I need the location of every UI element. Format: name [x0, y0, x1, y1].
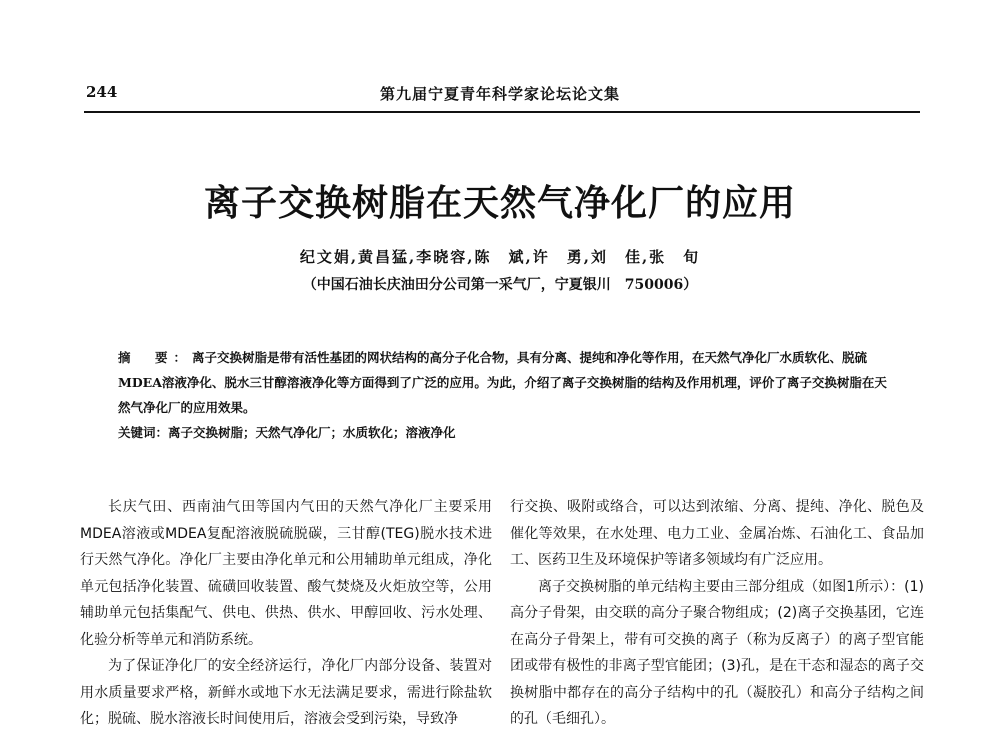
- running-header-title: 第九届宁夏青年科学家论坛论文集: [379, 85, 620, 103]
- abstract-label: 摘 要：: [118, 350, 193, 365]
- body-paragraph: 为了保证净化厂的安全经济运行，净化厂内部分设备、装置对用水质量要求严格，新鲜水或地下水无法满足要求，需进行除盐软化；脱硫、脱水溶液长时间使用后，溶液会受到污染，导致净: [80, 658, 492, 727]
- author-affiliation: （中国石油长庆油田分公司第一采气厂，宁夏银川 750006）: [302, 277, 698, 293]
- abstract-paragraph: [118, 345, 898, 420]
- page-number: 244: [86, 83, 118, 101]
- article-title: 离子交换树脂在天然气净化厂的应用: [203, 182, 796, 224]
- body-left-column: [80, 494, 492, 733]
- abstract-text: 离子交换树脂是带有活性基团的网状结构的高分子化合物，具有分离、提纯和净化等作用，在天然气净化厂水质软化、脱硫MDEA溶液净化、脱水三甘醇溶液净化等方面得到了广泛的应用。为此，介绍了离子交换树脂的结构及作用机理，评价了离子交换树脂在天然气净化厂的应用效果。: [118, 350, 887, 415]
- body-paragraph: 长庆气田、西南油气田等国内气田的天然气净化厂主要采用MDEA溶液或MDEA复配溶液脱硫脱碳，三甘醇(TEG)脱水技术进行天然气净化。净化厂主要由净化单元和公用辅助单元组成，净化单元包括净化装置、硫磺回收装置、酸气焚烧及火炬放空等，公用辅助单元包括集配气、供电、供热、供水、甲醇回收、污水处理、化验分析等单元和消防系统。: [80, 499, 492, 648]
- author-list: 纪文娟,黄昌猛,李晓容,陈 斌,许 勇,刘 佳,张 旬: [299, 248, 701, 266]
- header-divider: [84, 111, 920, 113]
- abstract-block: [118, 345, 898, 445]
- keywords-text: 离子交换树脂；天然气净化厂；水质软化；溶液净化: [168, 425, 456, 440]
- body-paragraph-continued: 行交换、吸附或络合，可以达到浓缩、分离、提纯、净化、脱色及催化等效果，在水处理、电力工业、金属冶炼、石油化工、食品加工、医药卫生及环境保护等诸多领域均有广泛应用。: [510, 499, 924, 568]
- body-right-column: [510, 494, 924, 733]
- keywords-paragraph: [118, 420, 898, 445]
- keywords-label: 关键词：: [118, 425, 169, 440]
- body-paragraph: 离子交换树脂的单元结构主要由三部分组成（如图1所示）：(1)高分子骨架，由交联的高分子聚合物组成；(2)离子交换基团，它连在高分子骨架上，带有可交换的离子（称为反离子）的离子型官能团或带有极性的非离子型官能团；(3)孔，是在干态和湿态的离子交换树脂中都存在的高分子结构中的孔（凝胶孔）和高分子结构之间的孔（毛细孔）。: [510, 578, 924, 727]
